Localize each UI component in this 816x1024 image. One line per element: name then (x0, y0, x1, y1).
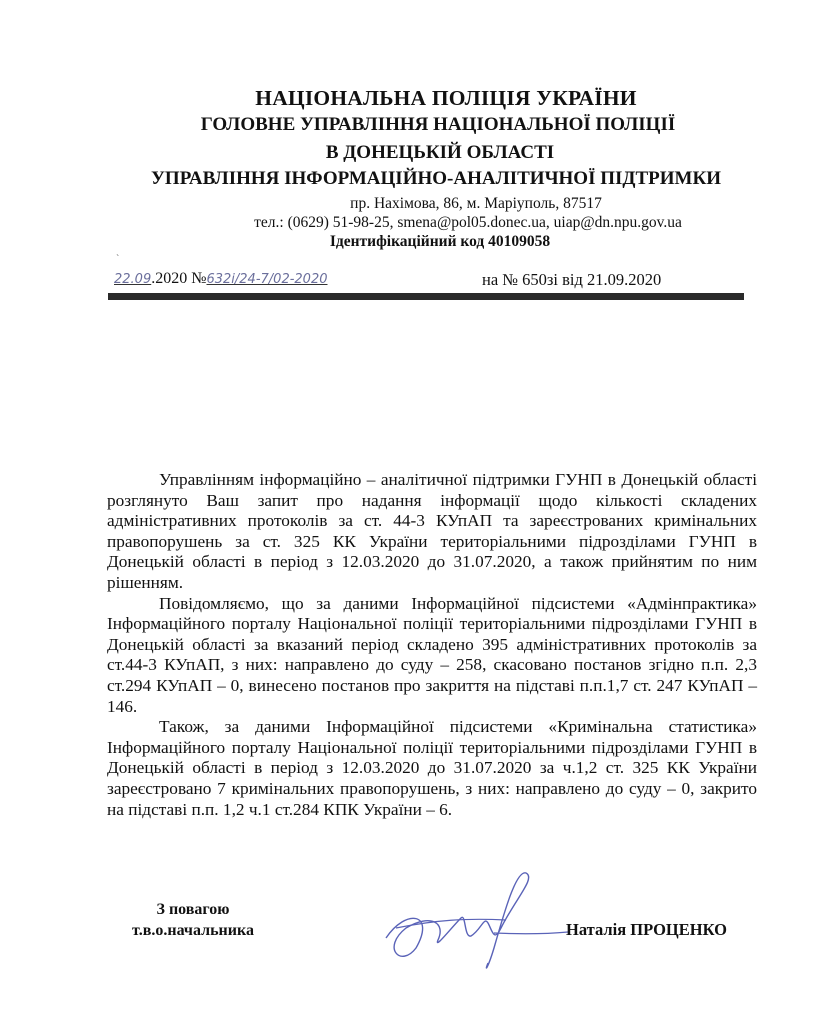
registration-year-prefix: .2020 № (151, 270, 207, 287)
body-paragraph-2: Повідомляємо, що за даними Інформаційної підсистеми «Адмінпрактика» Інформаційного порталу Національної поліції територіальними підрозділами ГУНП в Донецькій області за вказаний період складено 395 адміністративних протоколів за ст.44-3 КУпАП, з них: направлено до суду – 258, скасовано постанов згідно п.п. 2,3 ст.294 КУпАП – 0, винесено постанов про закриття на підставі п.п.1,7 ст. 247 КУпАП – 146. (107, 593, 757, 716)
scan-mark: ` (116, 254, 120, 265)
header-department: УПРАВЛІННЯ ІНФОРМАЦІЙНО-АНАЛІТИЧНОЇ ПІДТРИМКИ (150, 168, 722, 189)
signatory-position: т.в.о.начальника (132, 922, 254, 939)
letter-body (107, 470, 757, 820)
reference-line: на № 650зі від 21.09.2020 (482, 270, 662, 289)
header-police-title: НАЦІОНАЛЬНА ПОЛІЦІЯ УКРАЇНИ (255, 86, 637, 110)
header-region: В ДОНЕЦЬКІЙ ОБЛАСТІ (325, 142, 555, 163)
header-id-code: Ідентифікаційний код 40109058 (329, 233, 551, 250)
header-main-directorate: ГОЛОВНЕ УПРАВЛІННЯ НАЦІОНАЛЬНОЇ ПОЛІЦІЇ (200, 114, 676, 135)
body-paragraph-1: Управлінням інформаційно – аналітичної підтримки ГУНП в Донецькій області розглянуто Ваш запит про надання інформації щодо кількості складених адміністративних протоколів за ст. 44-3 КУпАП та зареєстрованих кримінальних правопорушень за ст. 325 КК України територіальними підрозділами ГУНП в Донецькій області в період з 12.03.2020 до 31.07.2020, а також прийнятим по ним рішенням. (107, 470, 757, 592)
signatory-name: Наталія ПРОЦЕНКО (566, 920, 727, 939)
header-contacts: тел.: (0629) 51-98-25, smena@pol05.donec.ua, uiap@dn.npu.gov.ua (254, 214, 682, 231)
handwritten-signature (376, 868, 576, 978)
closing-phrase: З повагою (156, 901, 230, 918)
body-paragraph-3: Також, за даними Інформаційної підсистеми «Кримінальна статистика» Інформаційного порталу Національної поліції територіальними підрозділами ГУНП в Донецькій області в період з 12.03.2020 до 31.07.2020 за ч.1,2 ст. 325 КК України зареєстровано 7 кримінальних правопорушень, з них: направлено до суду – 0, закрито на підставі п.п. 1,2 ч.1 ст.284 КПК України – 6. (107, 717, 757, 819)
signatory-block (108, 899, 278, 941)
header-divider (108, 293, 744, 300)
header-address: пр. Нахімова, 86, м. Маріуполь, 87517 (350, 195, 602, 212)
registration-number-handwritten: 632і/24-7/02-2020 (206, 272, 328, 287)
registration-date-handwritten: 22.09 (114, 272, 152, 287)
registration-line (114, 270, 328, 288)
